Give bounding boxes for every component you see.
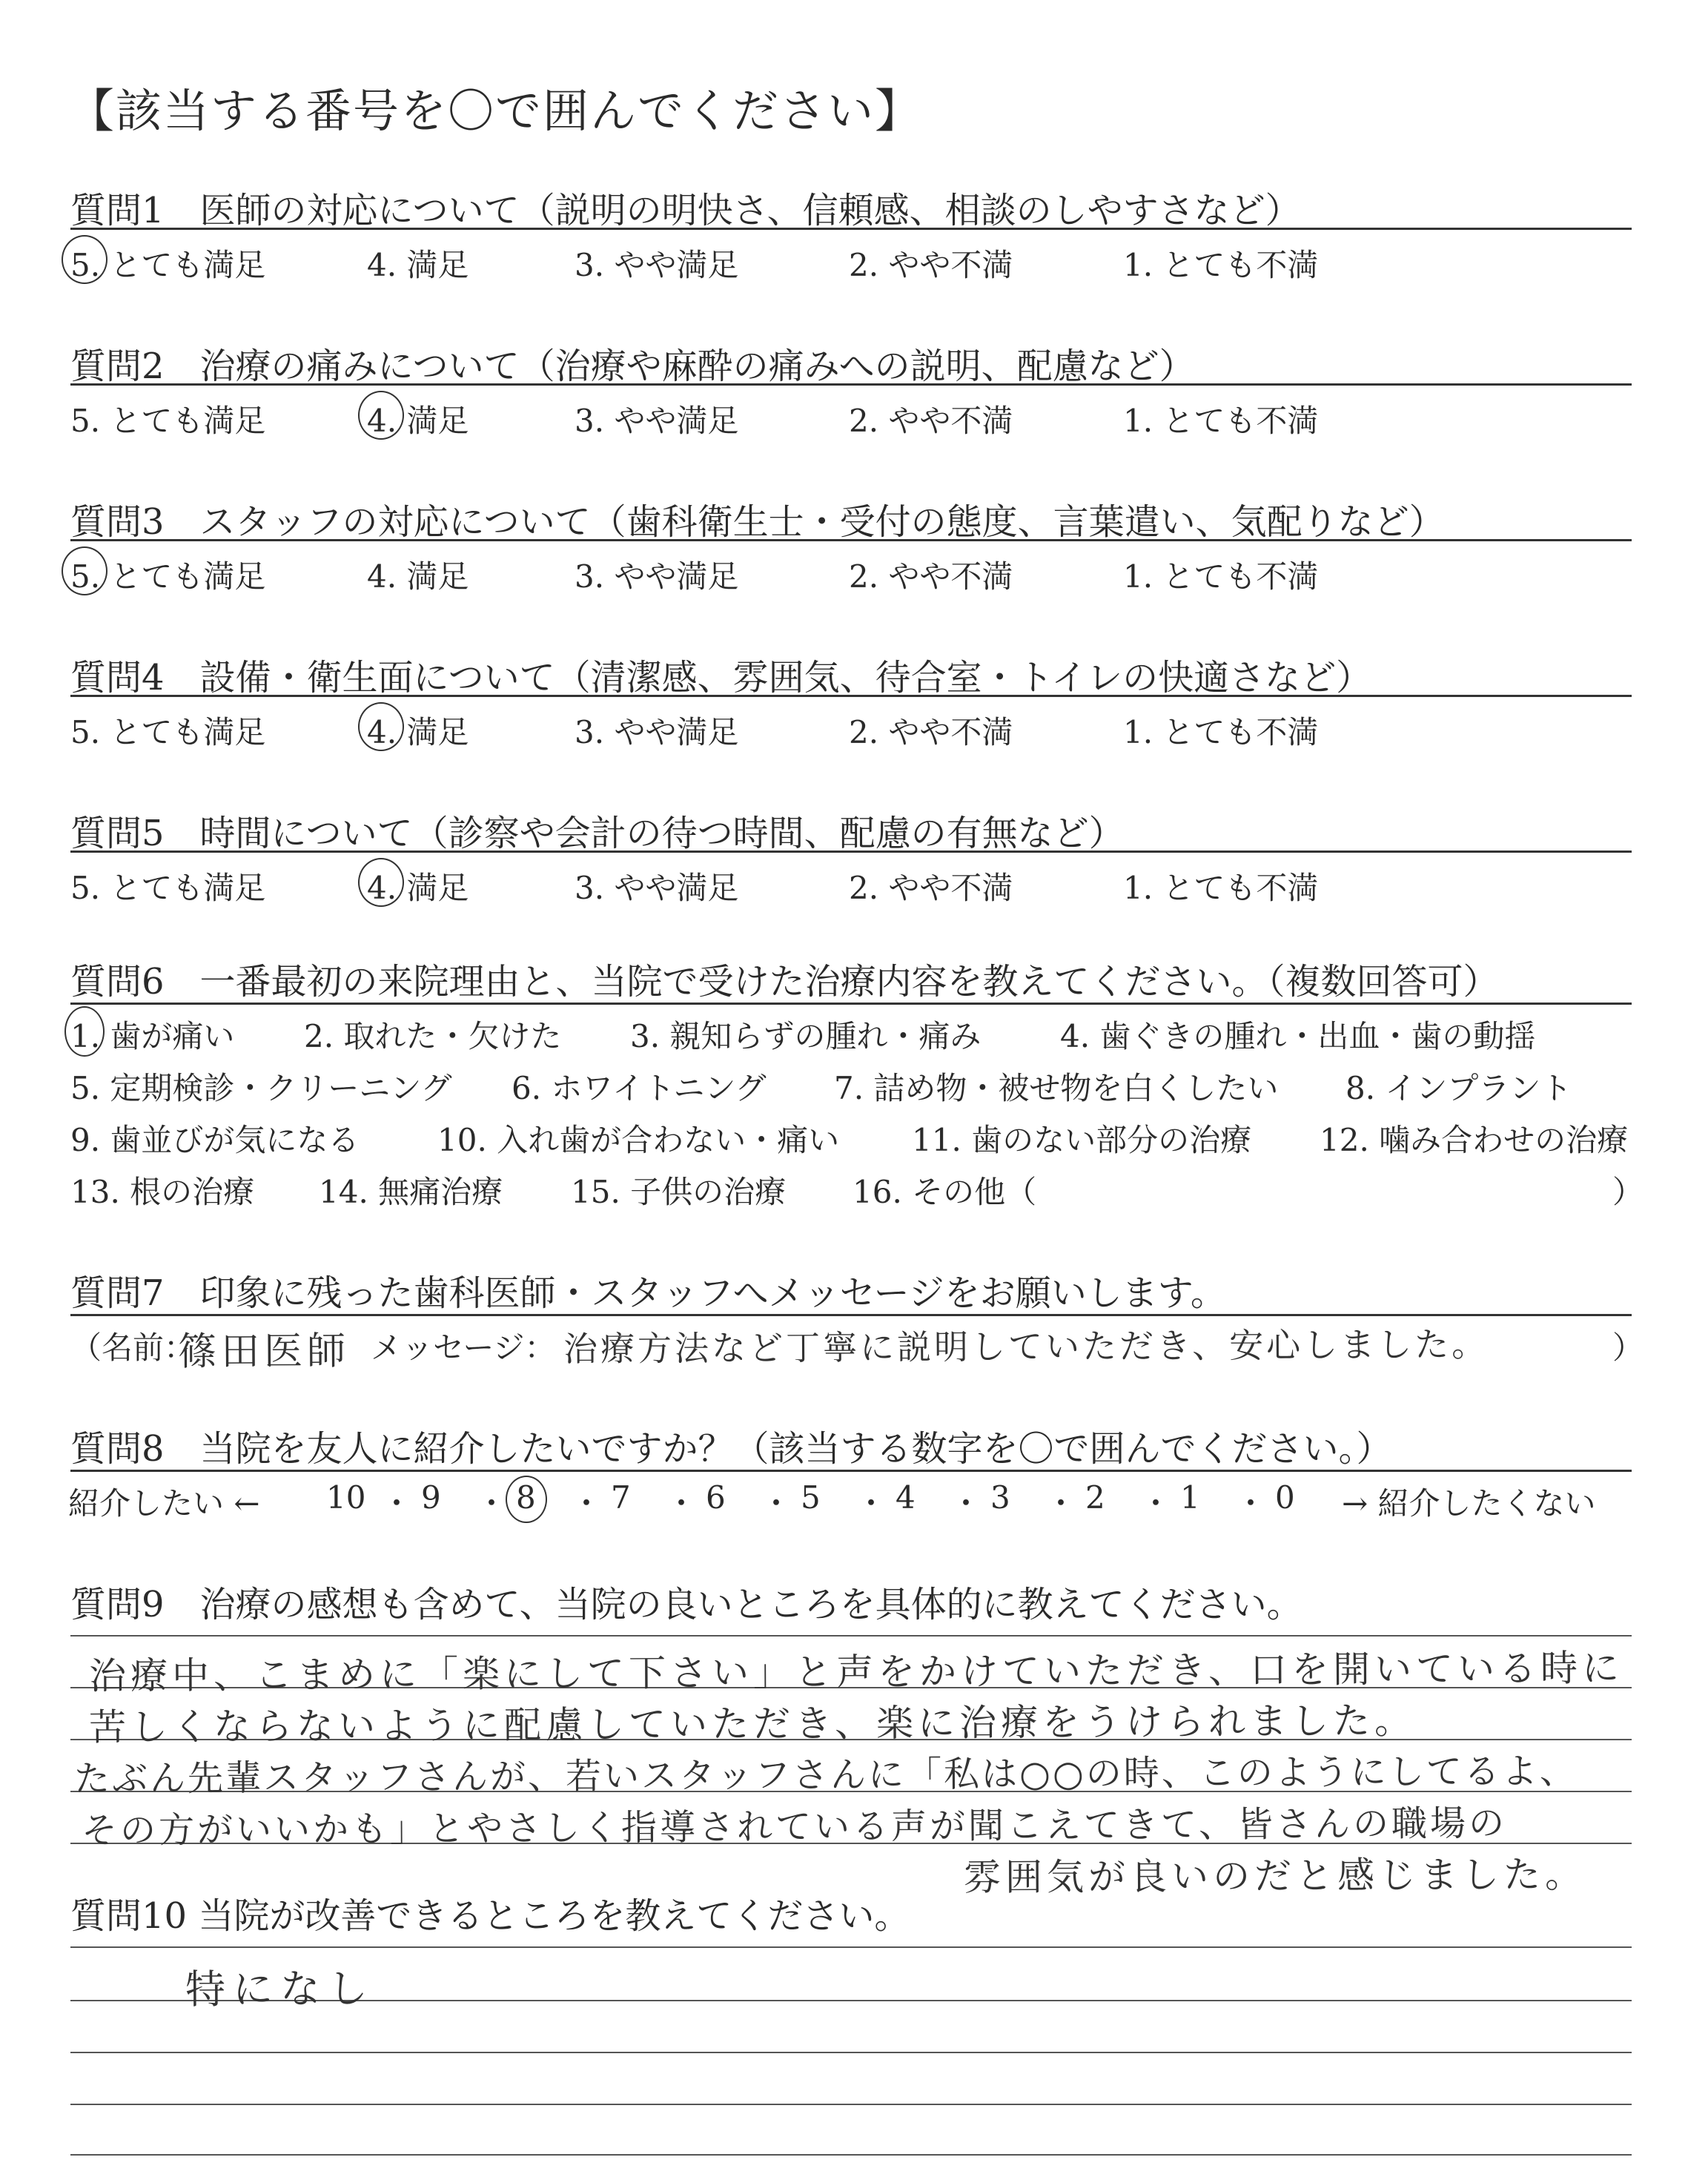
scale-separator: ・ xyxy=(381,1485,413,1522)
rating-option[interactable]: 1. とても不満 xyxy=(1123,870,1319,906)
q6-option[interactable]: 7. 詰め物・被せ物を白くしたい xyxy=(834,1070,1279,1106)
scale-value[interactable]: 10 xyxy=(326,1479,366,1516)
selection-circle xyxy=(358,702,404,751)
page-header: 【該当する番号を〇で囲んでください】 xyxy=(68,84,923,138)
scale-value[interactable]: 5 xyxy=(801,1479,821,1516)
q1-rule xyxy=(70,228,1632,230)
q10-answer: 特になし xyxy=(185,1965,376,2013)
q6-option[interactable]: 10. 入れ歯が合わない・痛い xyxy=(437,1122,840,1158)
q9-answer-line: 雰囲気が良いのだと感じました。 xyxy=(963,1852,1587,1900)
rating-option[interactable]: 5. とても満足 xyxy=(70,714,266,750)
q6-option[interactable]: 14. 無痛治療 xyxy=(319,1174,503,1210)
rating-option[interactable]: 3. やや満足 xyxy=(575,247,739,283)
rating-option[interactable]: 5. とても満足 xyxy=(70,558,266,595)
q9-title: 質問9 治療の感想も含めて、当院の良いところを具体的に教えてください。 xyxy=(70,1584,1302,1625)
rating-option[interactable]: 3. やや満足 xyxy=(575,403,739,439)
q10-line xyxy=(70,2052,1632,2053)
q10-title: 質問10 当院が改善できるところを教えてください。 xyxy=(70,1895,910,1937)
q7-name-value: 篠田医師 xyxy=(177,1329,351,1375)
q9-answer-line: たぶん先輩スタッフさんが、若いスタッフさんに「私は○○の時、このようにしてるよ、 xyxy=(73,1750,1578,1800)
rating-option[interactable]: 3. やや満足 xyxy=(575,870,739,906)
scale-separator: ・ xyxy=(571,1485,603,1522)
rating-option[interactable]: 5. とても満足 xyxy=(70,870,266,906)
q7-rule xyxy=(70,1314,1632,1316)
rating-option[interactable]: 2. やや不満 xyxy=(849,403,1013,439)
rating-option[interactable]: 2. やや不満 xyxy=(849,247,1013,283)
q6-option[interactable]: 12. 噛み合わせの治療 xyxy=(1320,1122,1629,1158)
q9-line xyxy=(70,1635,1632,1636)
q4-rule xyxy=(70,695,1632,697)
rating-option[interactable]: 4. 満足 xyxy=(367,247,469,283)
q7-title: 質問7 印象に残った歯科医師・スタッフへメッセージをお願いします。 xyxy=(70,1272,1226,1314)
q9-answer-line: 苦しくならないように配慮していただき、楽に治療をうけられました。 xyxy=(88,1699,1417,1749)
rating-option[interactable]: 2. やや不満 xyxy=(849,870,1013,906)
scale-separator: ・ xyxy=(1235,1485,1267,1522)
selection-circle xyxy=(358,858,404,907)
q4-title: 質問4 設備・衛生面について（清潔感、雰囲気、待合室・トイレの快適さなど） xyxy=(70,657,1372,698)
q7-close: ） xyxy=(1612,1330,1644,1366)
q10-line xyxy=(70,1946,1632,1948)
rating-option[interactable]: 4. 満足 xyxy=(367,870,469,906)
scale-value[interactable]: 1 xyxy=(1180,1479,1200,1516)
q6-option[interactable]: 5. 定期検診・クリーニング xyxy=(70,1070,452,1106)
scale-separator: ・ xyxy=(761,1485,792,1522)
q5-title: 質問5 時間について（診察や会計の待つ時間、配慮の有無など） xyxy=(70,813,1125,854)
q3-title: 質問3 スタッフの対応について（歯科衛生士・受付の態度、言葉遣い、気配りなど） xyxy=(70,501,1445,543)
rating-option[interactable]: 4. 満足 xyxy=(367,558,469,595)
selection-circle xyxy=(62,235,107,284)
q6-option[interactable]: 2. 取れた・欠けた xyxy=(304,1018,562,1054)
q6-option[interactable]: 8. インプラント xyxy=(1345,1070,1572,1106)
rating-option[interactable]: 1. とても不満 xyxy=(1123,558,1319,595)
q9-answer-line: その方がいいかも」とやさしく指導されている声が聞こえてきて、皆さんの職場の xyxy=(81,1802,1508,1852)
scale-value[interactable]: 8 xyxy=(516,1479,536,1516)
rating-option[interactable]: 1. とても不満 xyxy=(1123,714,1319,750)
q6-option[interactable]: 15. 子供の治療 xyxy=(571,1174,787,1210)
q6-option[interactable]: 11. 歯のない部分の治療 xyxy=(912,1122,1252,1158)
rating-option[interactable]: 1. とても不満 xyxy=(1123,403,1319,439)
rating-option[interactable]: 5. とても満足 xyxy=(70,247,266,283)
q9-answer-line: 治療中、こまめに「楽にして下さい」と声をかけていただき、口を開いている時に xyxy=(88,1646,1624,1698)
rating-option[interactable]: 4. 満足 xyxy=(367,403,469,439)
q10-line xyxy=(70,2154,1632,2156)
scale-value[interactable]: 2 xyxy=(1085,1479,1105,1516)
scale-value[interactable]: 0 xyxy=(1275,1479,1295,1516)
selection-circle xyxy=(506,1476,547,1523)
q6-option[interactable]: 3. 親知らずの腫れ・痛み xyxy=(630,1018,982,1054)
scale-separator: ・ xyxy=(1045,1485,1077,1522)
q5-rule xyxy=(70,851,1632,853)
scale-separator: ・ xyxy=(950,1485,982,1522)
q8-rule xyxy=(70,1470,1632,1472)
q6-option[interactable]: 6. ホワイトニング xyxy=(512,1070,767,1106)
rating-option[interactable]: 2. やや不満 xyxy=(849,558,1013,595)
q7-message-label: メッセージ： xyxy=(371,1330,556,1366)
q6-option[interactable]: 13. 根の治療 xyxy=(70,1174,255,1210)
q2-title: 質問2 治療の痛みについて（治療や麻酔の痛みへの説明、配慮など） xyxy=(70,346,1195,387)
q3-rule xyxy=(70,539,1632,541)
scale-value[interactable]: 9 xyxy=(421,1479,441,1516)
q8-left-label: 紹介したい ← xyxy=(68,1485,260,1522)
scale-separator: ・ xyxy=(476,1485,508,1522)
scale-value[interactable]: 3 xyxy=(990,1479,1010,1516)
q6-option[interactable]: 1. 歯が痛い xyxy=(70,1018,235,1054)
q10-line xyxy=(70,2104,1632,2105)
q2-rule xyxy=(70,383,1632,386)
selection-circle xyxy=(62,546,107,595)
q7-message-value: 治療方法など丁寧に説明していただき、安心しました。 xyxy=(563,1324,1489,1370)
q1-title: 質問1 医師の対応について（説明の明快さ、信頼感、相談のしやすさなど） xyxy=(70,190,1301,231)
rating-option[interactable]: 3. やや満足 xyxy=(575,558,739,595)
q7-name-label: （名前： xyxy=(70,1330,196,1366)
scale-separator: ・ xyxy=(1140,1485,1172,1522)
scale-separator: ・ xyxy=(666,1485,698,1522)
q6-rule xyxy=(70,1003,1632,1005)
q6-option: ） xyxy=(1612,1174,1644,1210)
rating-option[interactable]: 1. とても不満 xyxy=(1123,247,1319,283)
q6-option[interactable]: 16. その他（ xyxy=(853,1174,1037,1210)
q6-option[interactable]: 4. 歯ぐきの腫れ・出血・歯の動揺 xyxy=(1060,1018,1536,1054)
rating-option[interactable]: 5. とても満足 xyxy=(70,403,266,439)
q6-title: 質問6 一番最初の来院理由と、当院で受けた治療内容を教えてください。（複数回答可） xyxy=(70,961,1499,1003)
scale-value[interactable]: 7 xyxy=(611,1479,631,1516)
q8-right-label: → 紹介したくない xyxy=(1342,1485,1596,1522)
selection-circle xyxy=(358,391,404,440)
selection-circle xyxy=(64,1006,105,1057)
q6-option[interactable]: 9. 歯並びが気になる xyxy=(70,1122,360,1158)
q8-title: 質問8 当院を友人に紹介したいですか？（該当する数字を〇で囲んでください。） xyxy=(70,1428,1392,1470)
scale-value[interactable]: 4 xyxy=(896,1479,916,1516)
rating-option[interactable]: 2. やや不満 xyxy=(849,714,1013,750)
rating-option[interactable]: 3. やや満足 xyxy=(575,714,739,750)
scale-value[interactable]: 6 xyxy=(706,1479,726,1516)
rating-option[interactable]: 4. 満足 xyxy=(367,714,469,750)
scale-separator: ・ xyxy=(855,1485,887,1522)
